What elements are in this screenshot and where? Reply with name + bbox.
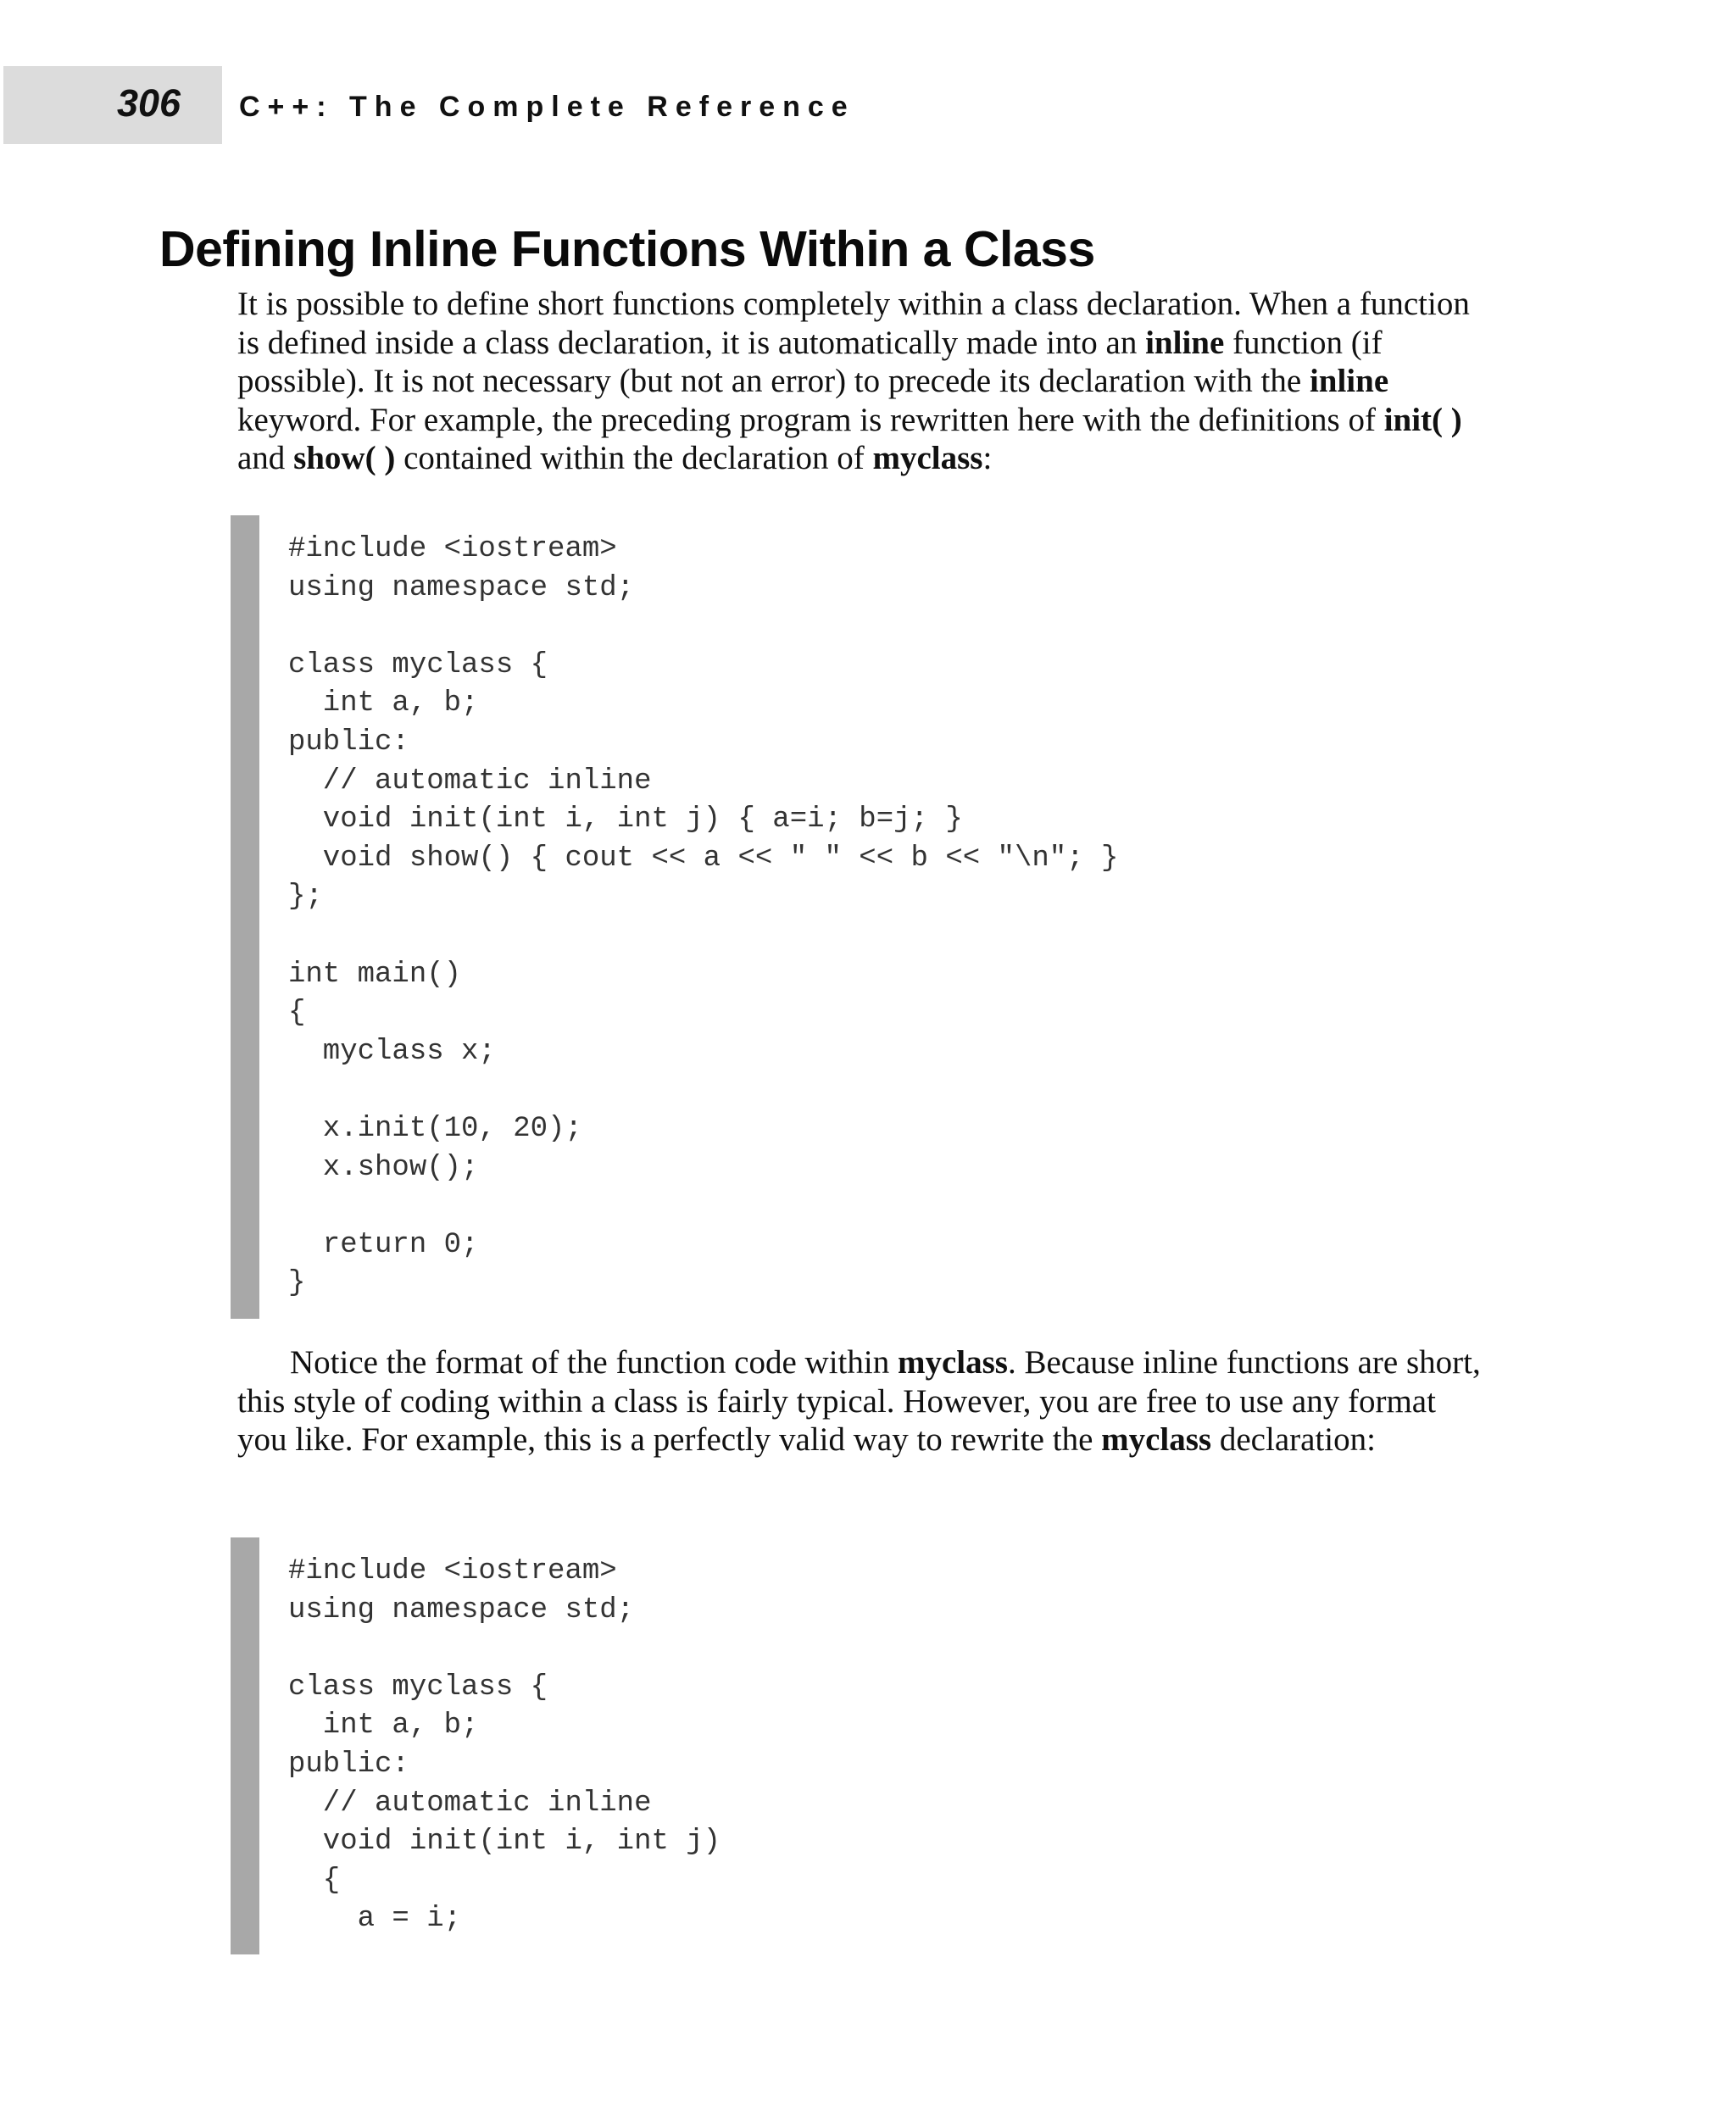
class-name-myclass: myclass [897, 1344, 1008, 1381]
code-margin-bar [231, 1537, 259, 1954]
text-run: declaration: [1211, 1421, 1376, 1458]
code-text: #include <iostream> using namespace std; class myclass { int a, b; public: // automatic inline void init(int i, int j) { a=i; b=j; } void show() { cout << a << " " << b << "\n"; } }; int main() { myclass x; x.init(10, 20); x.show(); return 0; } [288, 533, 1119, 1300]
code-text: #include <iostream> using namespace std; class myclass { int a, b; public: // automatic inline void init(int i, int j) { a = i; [288, 1555, 721, 1936]
text-run: contained within the declaration of [395, 440, 873, 476]
text-run: function (if possible). It is not necessary (but not an error) to precede its declaration with the [237, 324, 1383, 399]
text-run: : [982, 440, 993, 476]
page-number-box [3, 66, 222, 144]
code-listing-1 [231, 515, 1502, 1319]
class-name-myclass: myclass [1101, 1421, 1212, 1458]
code-listing-2 [231, 1537, 1502, 1954]
page-number: 306 [117, 81, 181, 125]
text-run: It is possible to define short functions completely within a class declaration. When a function is defined inside a class declaration, it is automatically made into an [237, 286, 1470, 361]
text-run: Notice the format of the function code within [290, 1344, 898, 1381]
section-title: Defining Inline Functions Within a Class [159, 221, 1095, 277]
text-run: keyword. For example, the preceding program is rewritten here with the definitions of [237, 401, 1384, 438]
function-name-show: show( ) [293, 440, 396, 476]
class-name-myclass: myclass [872, 440, 983, 476]
keyword-inline: inline [1145, 324, 1225, 361]
code-margin-bar [231, 515, 259, 1319]
body-paragraph-1 [237, 285, 1483, 478]
keyword-inline: inline [1309, 363, 1389, 399]
running-head: C++: The Complete Reference [239, 91, 855, 123]
text-run: . Because inline functions are short, this style of coding within a class is fairly typical. However, you are free to use any format you like. For example, this is a perfectly valid way to rewrite the [237, 1344, 1481, 1458]
text-run: and [237, 440, 294, 476]
function-name-init: init( ) [1383, 401, 1462, 438]
body-paragraph-2 [237, 1343, 1483, 1459]
